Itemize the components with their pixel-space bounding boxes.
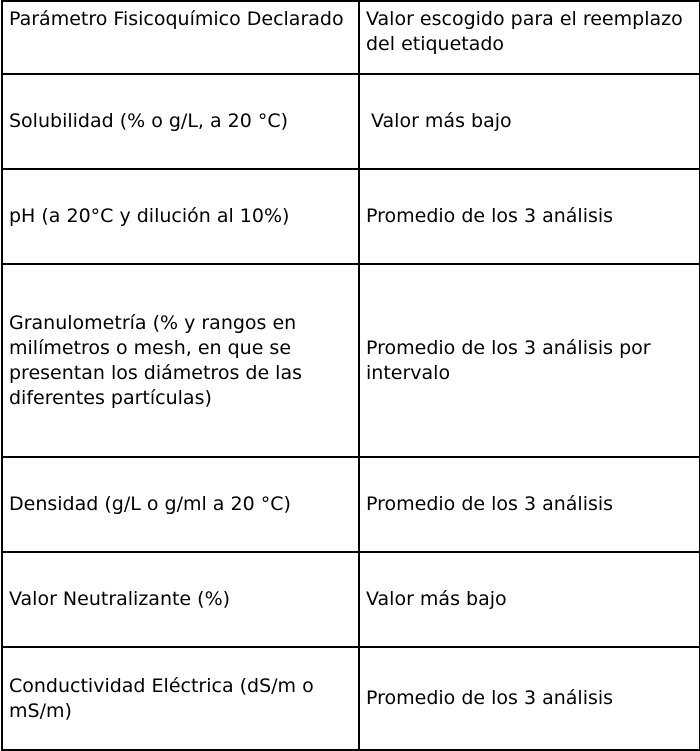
table-row [2,457,700,552]
value-cell: Valor más bajo [359,74,700,169]
value-cell: Valor más bajo [359,552,700,647]
parameter-cell: Densidad (g/L o g/ml a 20 °C) [2,457,359,552]
parameter-cell: pH (a 20°C y dilución al 10%) [2,169,359,264]
value-cell: Promedio de los 3 análisis [359,457,700,552]
table-row [2,264,700,457]
table-row [2,169,700,264]
parameter-cell: Granulometría (% y rangos en milímetros o mesh, en que se presentan los diámetros de las diferentes partículas) [2,264,359,457]
table-header-row [2,1,700,74]
parameter-cell: Solubilidad (% o g/L, a 20 °C) [2,74,359,169]
parameter-cell: Valor Neutralizante (%) [2,552,359,647]
table-row [2,552,700,647]
header-value-cell: Valor escogido para el reemplazo del etiquetado [359,1,700,74]
value-cell: Promedio de los 3 análisis [359,647,700,750]
parameter-cell: Conductividad Eléctrica (dS/m o mS/m) [2,647,359,750]
header-parameter-cell: Parámetro Fisicoquímico Declarado [2,1,359,74]
table-row [2,647,700,750]
value-cell: Promedio de los 3 análisis por intervalo [359,264,700,457]
parameters-table [1,0,700,751]
table-row [2,74,700,169]
value-cell: Promedio de los 3 análisis [359,169,700,264]
